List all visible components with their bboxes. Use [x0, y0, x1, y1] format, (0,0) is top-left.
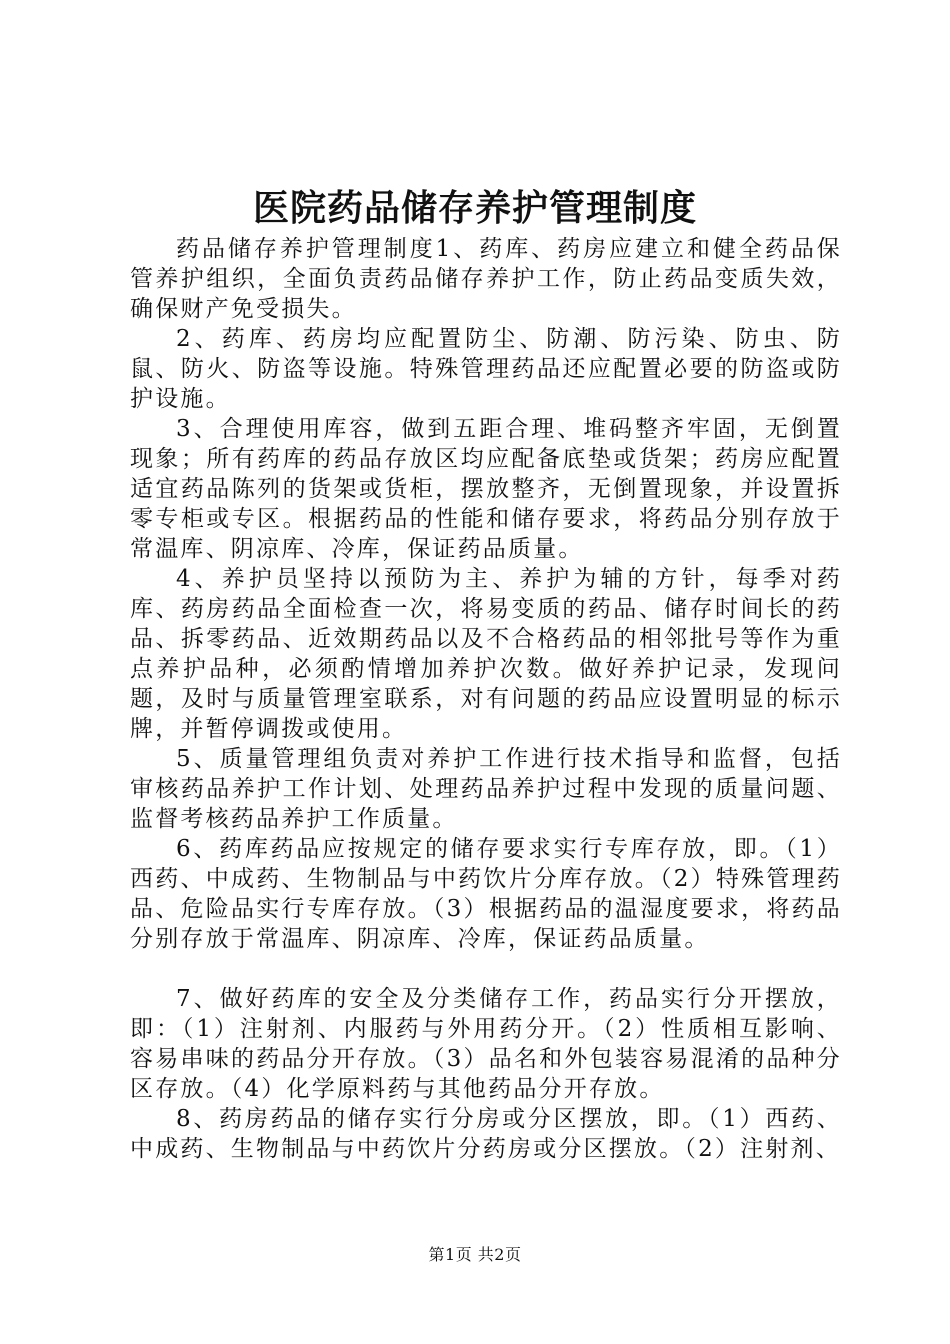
page-number-footer: 第1页 共2页: [428, 1245, 522, 1264]
paragraph-4: 4、养护员坚持以预防为主、养护为辅的方针，每季对药库、药房药品全面检查一次，将易变质的药品、储存时间长的药品、拆零药品、近效期药品以及不合格药品的相邻批号等作为重点养护品种，必须酌情增加养护次数。做好养护记录，发现问题，及时与质量管理室联系，对有问题的药品应设置明显的标示牌，并暂停调拨或使用。: [130, 566, 842, 742]
paragraph-5: 5、质量管理组负责对养护工作进行技术指导和监督，包括审核药品养护工作计划、处理药品养护过程中发现的质量问题、监督考核药品养护工作质量。: [130, 746, 842, 832]
paragraph-3: 3、合理使用库容，做到五距合理、堆码整齐牢固，无倒置现象；所有药库的药品存放区均应配备底垫或货架；药房应配置适宜药品陈列的货架或货柜，摆放整齐，无倒置现象，并设置拆零专柜或专区。根据药品的性能和储存要求，将药品分别存放于常温库、阴凉库、冷库，保证药品质量。: [130, 416, 842, 562]
paragraph-1: 药品储存养护管理制度1、药库、药房应建立和健全药品保管养护组织，全面负责药品储存养护工作，防止药品变质失效，确保财产免受损失。: [130, 236, 842, 322]
paragraph-6: 6、药库药品应按规定的储存要求实行专库存放，即。（1）西药、中成药、生物制品与中药饮片分库存放。（2）特殊管理药品、危险品实行专库存放。（3）根据药品的温湿度要求，将药品分别存放于常温库、阴凉库、冷库，保证药品质量。: [130, 836, 842, 952]
paragraph-7: 7、做好药库的安全及分类储存工作，药品实行分开摆放，即：（1）注射剂、内服药与外用药分开。（2）性质相互影响、容易串味的药品分开存放。（3）品名和外包装容易混淆的品种分区存放。（4）化学原料药与其他药品分开存放。: [130, 986, 842, 1102]
document-title: 医院药品储存养护管理制度: [252, 187, 697, 229]
paragraph-2: 2、药库、药房均应配置防尘、防潮、防污染、防虫、防鼠、防火、防盗等设施。特殊管理药品还应配置必要的防盗或防护设施。: [130, 326, 842, 412]
document-body: [130, 234, 842, 1164]
paragraph-8: 8、药房药品的储存实行分房或分区摆放，即。（1）西药、中成药、生物制品与中药饮片分药房或分区摆放。（2）注射剂、: [130, 1106, 842, 1162]
